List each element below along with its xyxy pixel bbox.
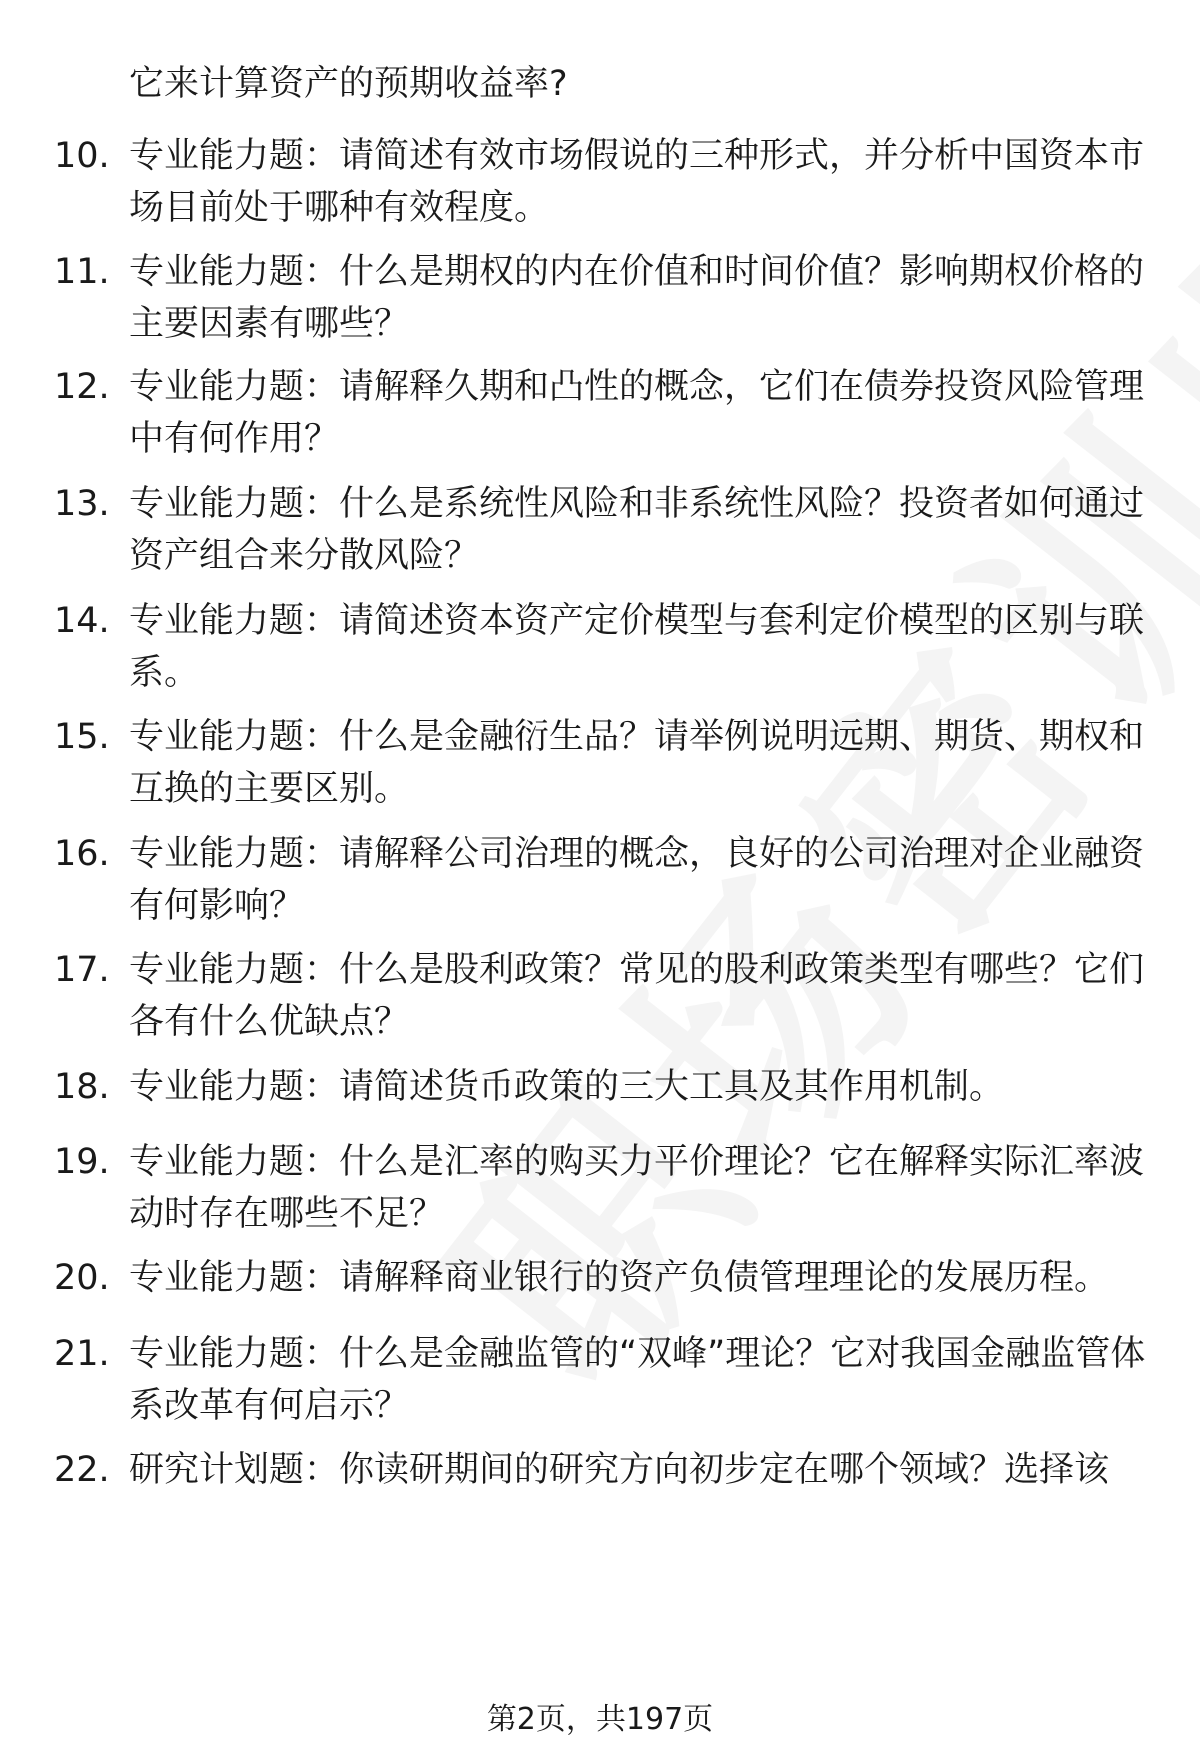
question-number: 17. <box>54 950 110 990</box>
question-number: 18. <box>54 1067 110 1107</box>
page-footer: 第2页，共197页 <box>486 1702 714 1737</box>
question-number: 22. <box>54 1450 110 1490</box>
question-text: 专业能力题：什么是期权的内在价值和时间价值？影响期权价格的主要因素有哪些？ <box>129 252 1145 344</box>
question-text: 专业能力题：请简述有效市场假说的三种形式，并分析中国资本市场目前处于哪种有效程度。 <box>129 136 1145 228</box>
question-text: 专业能力题：请解释公司治理的概念，良好的公司治理对企业融资有何影响？ <box>129 834 1145 926</box>
question-number: 21. <box>54 1334 110 1374</box>
question-text: 专业能力题：什么是系统性风险和非系统性风险？投资者如何通过资产组合来分散风险？ <box>129 484 1145 576</box>
question-number: 15. <box>54 717 110 757</box>
question-text: 专业能力题：什么是金融衍生品？请举例说明远期、期货、期权和互换的主要区别。 <box>129 717 1145 809</box>
question-text: 专业能力题：请简述资本资产定价模型与套利定价模型的区别与联系。 <box>129 601 1145 693</box>
question-text: 专业能力题：什么是汇率的购买力平价理论？它在解释实际汇率波动时存在哪些不足？ <box>129 1142 1145 1234</box>
question-text: 专业能力题：请简述货币政策的三大工具及其作用机制。 <box>129 1067 1005 1107</box>
question-text: 专业能力题：请解释久期和凸性的概念，它们在债券投资风险管理中有何作用？ <box>129 367 1145 459</box>
question-number: 10. <box>54 136 110 176</box>
question-text: 专业能力题：什么是股利政策？常见的股利政策类型有哪些？它们各有什么优缺点？ <box>129 950 1145 1042</box>
question-number: 16. <box>54 834 110 874</box>
question-text: 专业能力题：什么是金融监管的“双峰”理论？它对我国金融监管体系改革有何启示？ <box>129 1334 1146 1426</box>
question-number: 19. <box>54 1142 110 1182</box>
question-text: 专业能力题：请解释商业银行的资产负债管理理论的发展历程。 <box>129 1258 1110 1298</box>
continuation-text: 它来计算资产的预期收益率? <box>129 64 568 104</box>
question-number: 11. <box>54 252 110 292</box>
question-text: 研究计划题：你读研期间的研究方向初步定在哪个领域？选择该 <box>129 1450 1110 1490</box>
question-number: 12. <box>54 367 110 407</box>
question-number: 13. <box>54 484 110 524</box>
question-number: 14. <box>54 601 110 641</box>
question-number: 20. <box>54 1258 110 1298</box>
